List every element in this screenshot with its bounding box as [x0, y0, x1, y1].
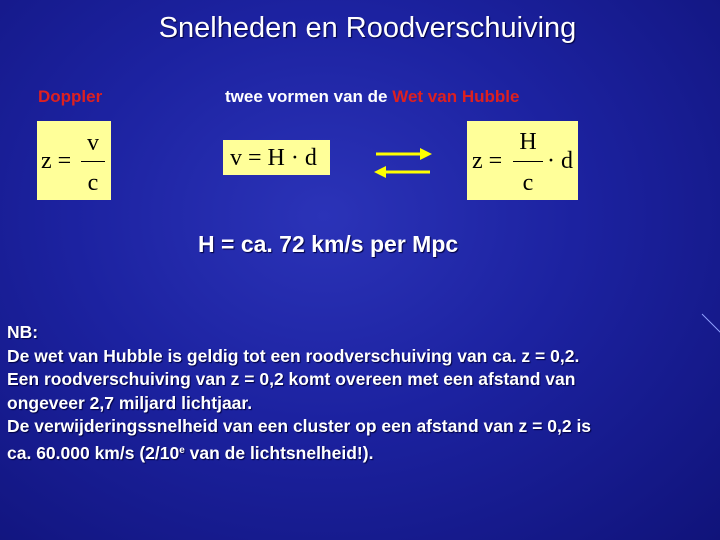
hubble-redshift-denominator: c	[522, 170, 534, 196]
slide-title: Snelheden en Roodverschuiving	[158, 12, 577, 44]
equivalence-arrows-icon	[372, 143, 434, 183]
note-line: Een roodverschuiving van z = 0,2 komt overeen met een afstand van	[7, 369, 576, 389]
hubble-redshift-numerator: H	[519, 129, 537, 155]
hubble-redshift-rhs: · d	[547, 148, 573, 174]
note-superscript: e	[179, 444, 185, 456]
note-line	[7, 439, 712, 466]
note-line-text: ca. 60.000 km/s (2/10	[7, 442, 180, 463]
hubble-formula-redshift	[467, 121, 578, 200]
doppler-label: Doppler	[38, 87, 103, 106]
doppler-denominator: c	[87, 170, 99, 196]
fraction-bar	[81, 161, 105, 162]
hubble-redshift-lhs: z =	[472, 148, 503, 174]
note-line: De verwijderingssnelheid van een cluster op een afstand van z = 0,2 is	[7, 416, 592, 436]
decorative-line	[700, 312, 720, 337]
hubble-constant: H = ca. 72 km/s per Mpc	[198, 231, 459, 257]
doppler-formula	[37, 121, 111, 200]
note-line-text: van de lichtsnelheid!).	[184, 442, 374, 463]
doppler-numerator: v	[87, 130, 99, 156]
note-block	[7, 321, 712, 465]
note-heading: NB:	[7, 322, 39, 342]
hubble-formula-velocity	[223, 140, 330, 175]
doppler-formula-lhs: z =	[41, 148, 72, 174]
fraction-bar	[513, 161, 543, 162]
subtitle-highlight: Wet van Hubble	[392, 87, 520, 106]
note-line: De wet van Hubble is geldig tot een roodverschuiving van ca. z = 0,2.	[7, 345, 580, 366]
hubble-subtitle	[225, 87, 519, 107]
hubble-velocity-expression: v = H · d	[230, 145, 317, 171]
note-line: ongeveer 2,7 miljard lichtjaar.	[7, 392, 253, 413]
subtitle-text: twee vormen van de	[225, 87, 393, 106]
